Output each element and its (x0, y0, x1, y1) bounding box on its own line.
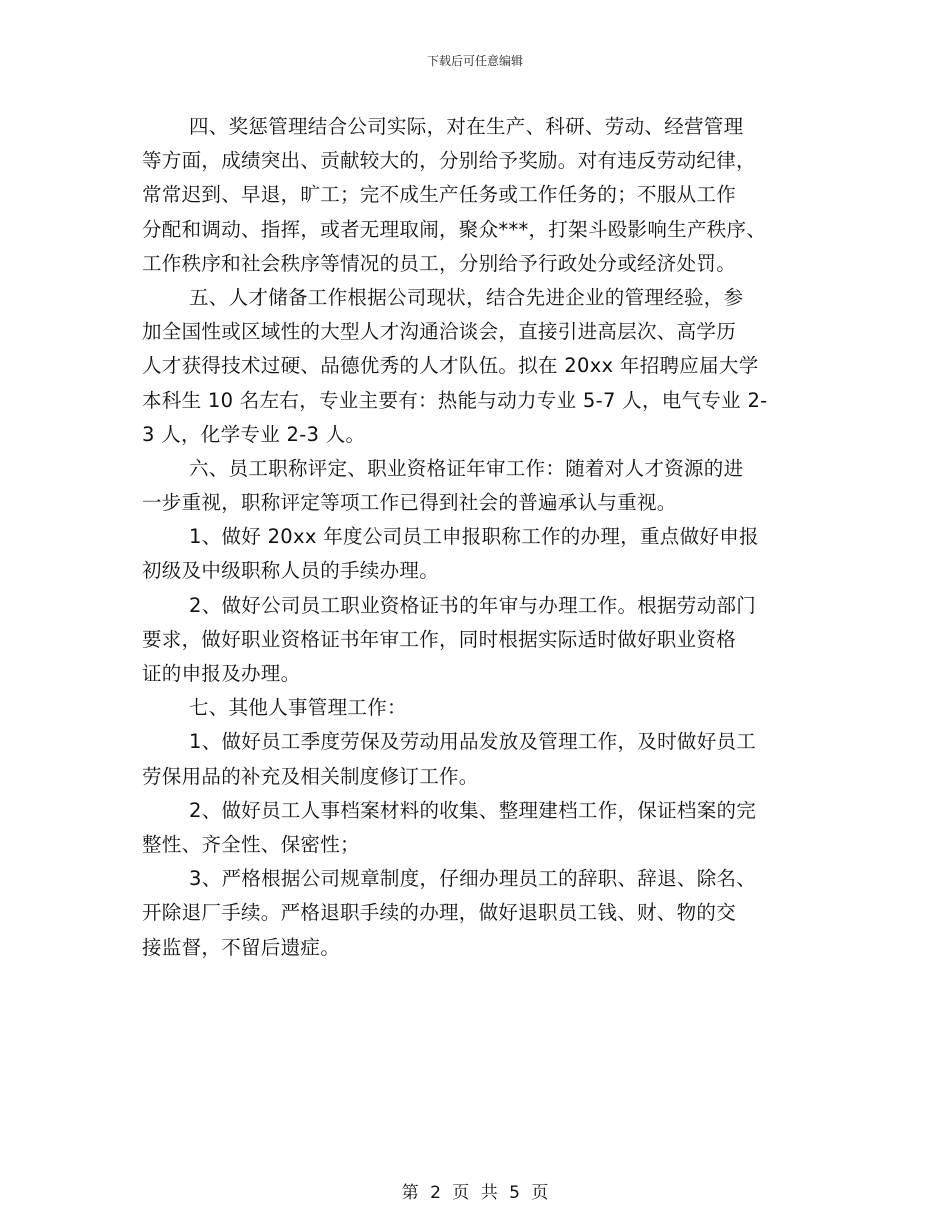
text-line: 七、其他人事管理工作： (189, 696, 407, 720)
text-line: 要求，做好职业资格证书年审工作，同时根据实际适时做好职业资格 (142, 627, 737, 651)
text-line: 工作秩序和社会秩序等情况的员工，分别给予行政处分或经济处罚。 (142, 251, 737, 275)
text-line: 四、奖惩管理结合公司实际，对在生产、科研、劳动、经营管理 (189, 115, 744, 138)
text-line: 五、人才储备工作根据公司现状，结合先进企业的管理经验，参 (189, 285, 744, 309)
text-line: 加全国性或区域性的大型人才沟通洽谈会，直接引进高层次、高学历 (142, 320, 737, 344)
text-line: 接监督，不留后遗症。 (142, 935, 341, 959)
text-line: 常常迟到、早退，旷工；完不成生产任务或工作任务的；不服从工作 (142, 183, 737, 207)
text-line: 整性、齐全性、保密性； (142, 832, 360, 856)
text-line: 初级及中级职称人员的手续办理。 (142, 559, 440, 583)
text-line: 3 人，化学专业 2-3 人。 (142, 422, 366, 446)
text-line: 1、做好员工季度劳保及劳动用品发放及管理工作，及时做好员工 (189, 730, 757, 754)
text-line: 2、做好公司员工职业资格证书的年审与办理工作。根据劳动部门 (189, 593, 757, 617)
text-line: 本科生 10 名左右，专业主要有：热能与动力专业 5-7 人，电气专业 2- (142, 388, 768, 412)
text-line: 1、做好 20xx 年度公司员工申报职称工作的办理，重点做好申报 (189, 525, 759, 549)
text-line: 3、严格根据公司规章制度，仔细办理员工的辞职、辞退、除名、 (189, 867, 757, 891)
document-body (142, 110, 822, 965)
text-line: 人才获得技术过硬、品德优秀的人才队伍。拟在 20xx 年招聘应届大学 (142, 354, 759, 378)
text-line: 劳保用品的补充及相关制度修订工作。 (142, 764, 479, 788)
text-line: 六、员工职称评定、职业资格证年审工作：随着对人才资源的进 (189, 456, 744, 480)
text-line: 分配和调动、指挥，或者无理取闹，聚众***，打架斗殴影响生产秩序、 (142, 217, 767, 241)
text-line: 证的申报及办理。 (142, 662, 301, 685)
text-line: 开除退厂手续。严格退职手续的办理，做好退职员工钱、财、物的交 (142, 901, 737, 925)
page-number-footer: 第 2 页 共 5 页 (401, 1183, 549, 1203)
text-line: 2、做好员工人事档案材料的收集、整理建档工作，保证档案的完 (189, 798, 757, 822)
text-line: 等方面，成绩突出、贡献较大的，分别给予奖励。对有违反劳动纪律， (142, 149, 756, 173)
page-header: 下载后可任意编辑 (426, 54, 523, 68)
text-line: 一步重视，职称评定等项工作已得到社会的普遍承认与重视。 (142, 491, 677, 515)
